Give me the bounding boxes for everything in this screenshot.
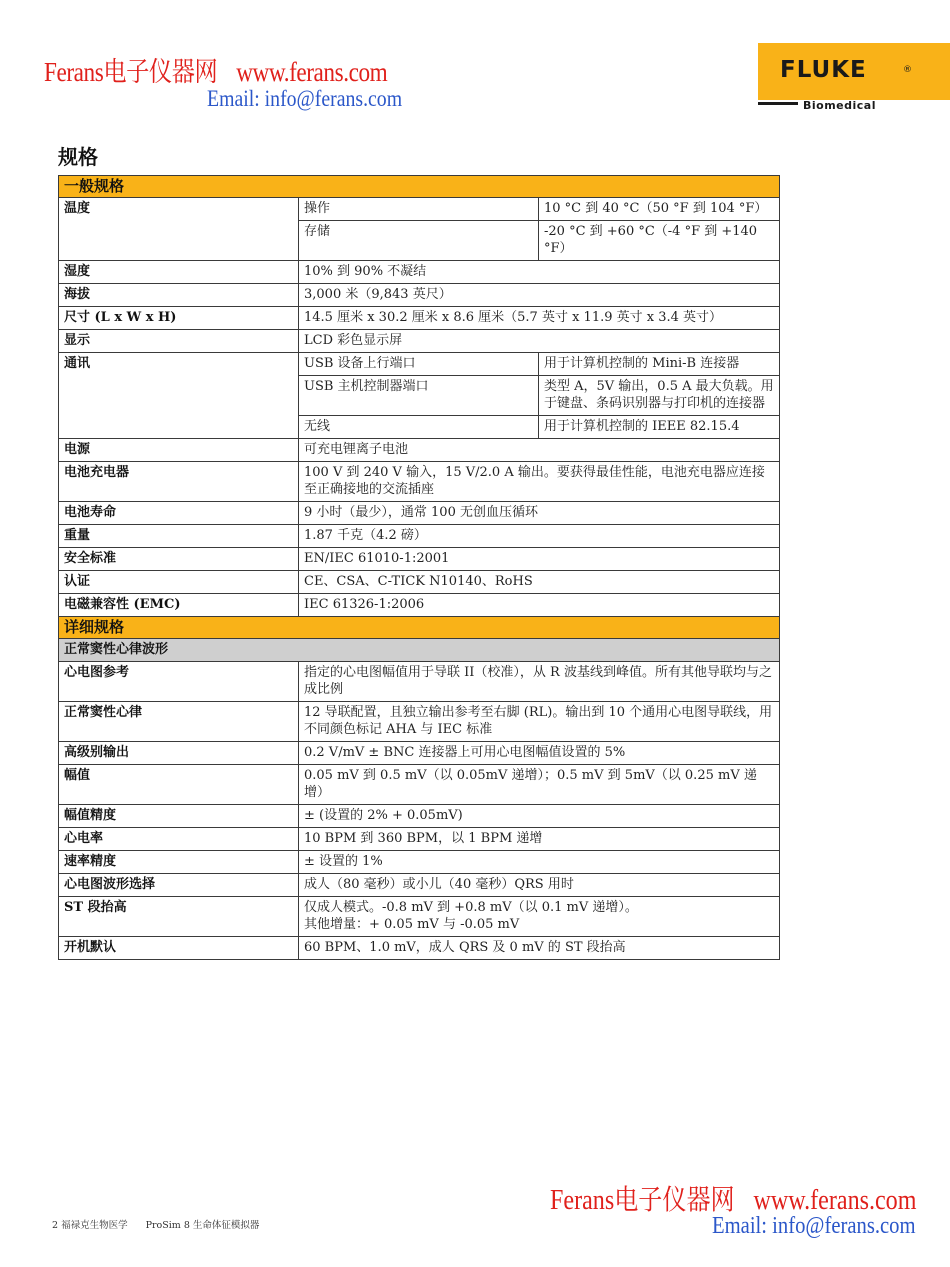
row-label: 速率精度 (59, 851, 299, 874)
row-value: 14.5 厘米 x 30.2 厘米 x 8.6 厘米（5.7 英寸 x 11.9 英寸 x 3.4 英寸） (299, 307, 780, 330)
row-label: 心电图波形选择 (59, 874, 299, 897)
row-label: 心电率 (59, 828, 299, 851)
row-value (299, 897, 780, 937)
row-label: 电池寿命 (59, 502, 299, 525)
watermark-brand: Ferans电子仪器网 (44, 57, 218, 87)
row-value: 10 BPM 到 360 BPM，以 1 BPM 递增 (299, 828, 780, 851)
watermark-email: Email: info@ferans.com (207, 86, 403, 111)
watermark-url: www.ferans.com (236, 57, 388, 87)
row-label: 电池充电器 (59, 462, 299, 502)
watermark-bottom (550, 1178, 916, 1218)
row-value: -20 °C 到 +60 °C（-4 °F 到 +140 °F） (539, 221, 780, 261)
row-sublabel: 存储 (299, 221, 539, 261)
row-value: 9 小时（最少），通常 100 无创血压循环 (299, 502, 780, 525)
watermark-top (44, 50, 387, 89)
table-row (59, 765, 780, 805)
row-label: 海拔 (59, 284, 299, 307)
page-footer (52, 1217, 259, 1231)
row-value: 10 °C 到 40 °C（50 °F 到 104 °F） (539, 198, 780, 221)
row-label: 湿度 (59, 261, 299, 284)
row-label: 显示 (59, 330, 299, 353)
watermark-brand: Ferans电子仪器网 (550, 1185, 735, 1216)
row-label: ST 段抬高 (59, 897, 299, 937)
table-row (59, 330, 780, 353)
row-value: ± 设置的 1% (299, 851, 780, 874)
fluke-logo (758, 43, 950, 100)
row-value: 10% 到 90% 不凝结 (299, 261, 780, 284)
logo-registered-mark: ® (903, 65, 912, 75)
row-label: 幅值精度 (59, 805, 299, 828)
row-value: LCD 彩色显示屏 (299, 330, 780, 353)
row-value: 用于计算机控制的 IEEE 82.15.4 (539, 416, 780, 439)
row-label: 温度 (59, 198, 299, 261)
row-label: 心电图参考 (59, 662, 299, 702)
table-row (59, 548, 780, 571)
row-label: 幅值 (59, 765, 299, 805)
table-row (59, 284, 780, 307)
row-value: 指定的心电图幅值用于导联 II（校准），从 R 波基线到峰值。所有其他导联均与之成比例 (299, 662, 780, 702)
table-row (59, 702, 780, 742)
row-label: 通讯 (59, 353, 299, 439)
logo-subtitle: Biomedical (803, 99, 876, 112)
row-value: CE、CSA、C-TICK N10140、RoHS (299, 571, 780, 594)
row-value: 用于计算机控制的 Mini-B 连接器 (539, 353, 780, 376)
row-label: 正常窦性心律 (59, 702, 299, 742)
row-label: 安全标准 (59, 548, 299, 571)
table-row (59, 571, 780, 594)
table-row (59, 662, 780, 702)
table-row (59, 851, 780, 874)
spec-table (58, 175, 780, 960)
row-label: 开机默认 (59, 937, 299, 960)
footer-company: 福禄克生物医学 (61, 1220, 128, 1231)
table-row (59, 439, 780, 462)
table-row (59, 198, 780, 221)
row-sublabel: USB 设备上行端口 (299, 353, 539, 376)
row-value: 100 V 到 240 V 输入，15 V/2.0 A 输出。要获得最佳性能，电池充电器应连接至正确接地的交流插座 (299, 462, 780, 502)
row-label: 高级别输出 (59, 742, 299, 765)
row-value: 0.2 V/mV ± BNC 连接器上可用心电图幅值设置的 5% (299, 742, 780, 765)
row-value-line: 其他增量：+ 0.05 mV 与 -0.05 mV (304, 917, 520, 932)
table-row (59, 353, 780, 376)
table-row (59, 525, 780, 548)
table-row (59, 897, 780, 937)
row-value: 成人（80 毫秒）或小儿（40 毫秒）QRS 用时 (299, 874, 780, 897)
page-number: 2 (52, 1220, 59, 1231)
table-row (59, 307, 780, 330)
logo-word: FLUKE (780, 57, 867, 83)
row-value: 0.05 mV 到 0.5 mV（以 0.05mV 递增）；0.5 mV 到 5mV（以 0.25 mV 递增） (299, 765, 780, 805)
row-value: 1.87 千克（4.2 磅） (299, 525, 780, 548)
table-row (59, 594, 780, 617)
row-value: 类型 A，5V 输出，0.5 A 最大负载。用于键盘、条码识别器与打印机的连接器 (539, 376, 780, 416)
table-row (59, 828, 780, 851)
table-row (59, 742, 780, 765)
section-header-detailed: 详细规格 (59, 617, 780, 639)
row-value: 60 BPM、1.0 mV，成人 QRS 及 0 mV 的 ST 段抬高 (299, 937, 780, 960)
row-label: 电源 (59, 439, 299, 462)
row-value: 12 导联配置，且独立输出参考至右脚 (RL)。输出到 10 个通用心电图导联线，用不同颜色标记 AHA 与 IEC 标准 (299, 702, 780, 742)
logo-bar (758, 102, 798, 105)
watermark-url: www.ferans.com (753, 1185, 917, 1216)
watermark-email: Email: info@ferans.com (712, 1213, 916, 1239)
row-value: IEC 61326-1:2006 (299, 594, 780, 617)
row-label: 重量 (59, 525, 299, 548)
section-header-general: 一般规格 (59, 176, 780, 198)
row-label: 认证 (59, 571, 299, 594)
row-label: 尺寸 (L x W x H) (59, 307, 299, 330)
row-value: EN/IEC 61010-1:2001 (299, 548, 780, 571)
table-row (59, 937, 780, 960)
row-sublabel: USB 主机控制器端口 (299, 376, 539, 416)
table-row (59, 462, 780, 502)
row-value: ± (设置的 2% + 0.05mV) (299, 805, 780, 828)
table-row (59, 502, 780, 525)
row-sublabel: 操作 (299, 198, 539, 221)
row-value: 3,000 米（9,843 英尺） (299, 284, 780, 307)
table-row (59, 261, 780, 284)
footer-product: ProSim 8 生命体征模拟器 (145, 1220, 260, 1231)
row-label: 电磁兼容性 (EMC) (59, 594, 299, 617)
table-row (59, 874, 780, 897)
row-sublabel: 无线 (299, 416, 539, 439)
row-value: 可充电锂离子电池 (299, 439, 780, 462)
table-row (59, 805, 780, 828)
subsection-header: 正常窦性心律波形 (59, 639, 780, 662)
row-value-line: 仅成人模式。-0.8 mV 到 +0.8 mV（以 0.1 mV 递增）。 (304, 900, 638, 915)
page-title: 规格 (58, 145, 98, 169)
